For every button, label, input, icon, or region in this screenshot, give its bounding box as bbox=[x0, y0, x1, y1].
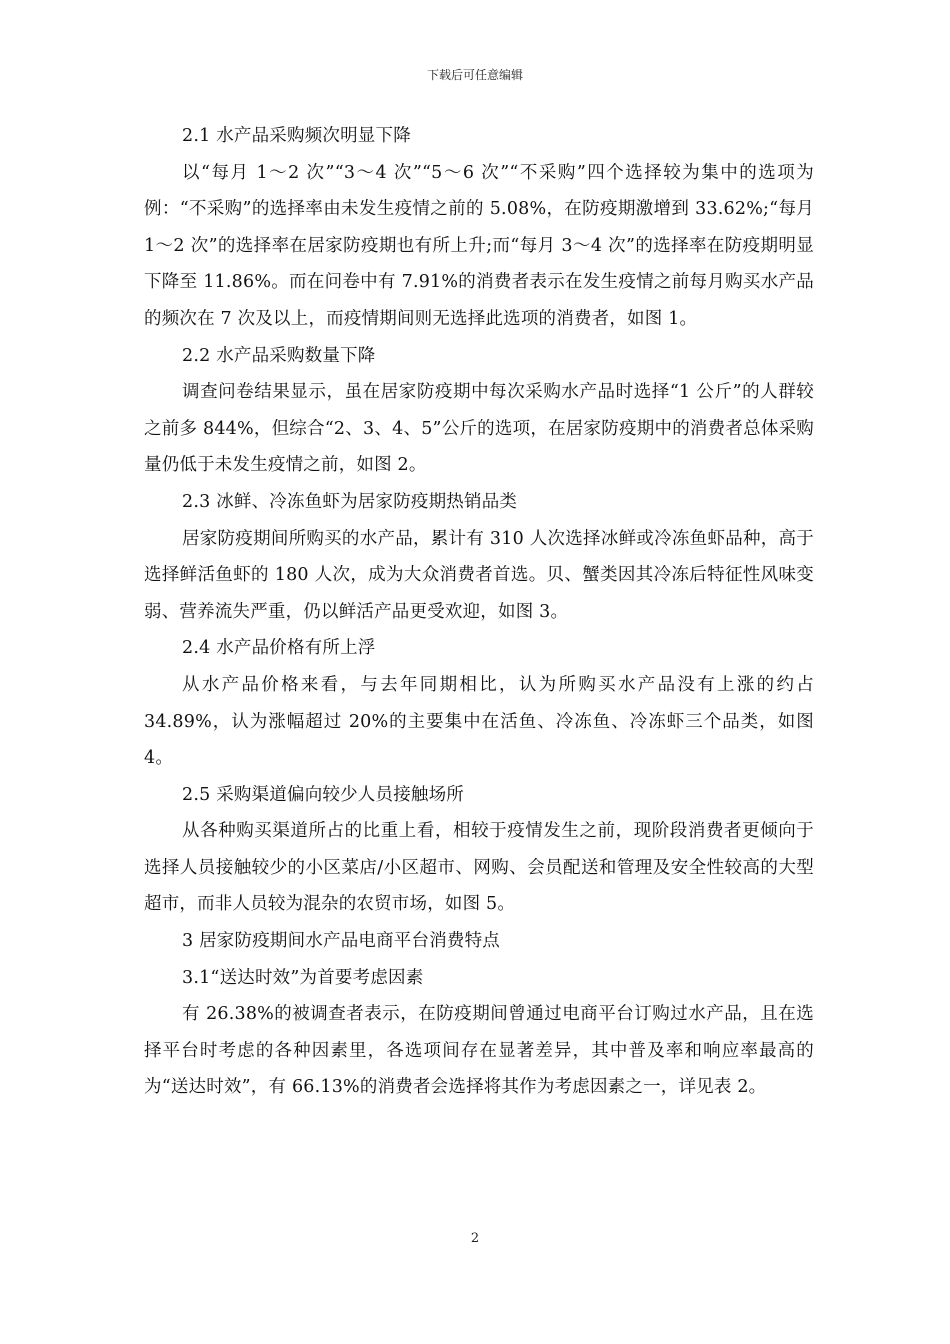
body-paragraph: 从水产品价格来看，与去年同期相比，认为所购买水产品没有上涨的约占 34.89%，认为涨幅超过 20%的主要集中在活鱼、冷冻鱼、冷冻虾三个品类，如图 4。 bbox=[144, 674, 814, 769]
section-heading: 2.1 水产品采购频次明显下降 bbox=[182, 126, 411, 146]
document-body bbox=[144, 118, 814, 1106]
body-paragraph: 居家防疫期间所购买的水产品，累计有 310 人次选择冰鲜或冷冻鱼虾品种，高于选择鲜活鱼虾的 180 人次，成为大众消费者首选。贝、蟹类因其冷冻后特征性风味变弱、营养流失严重，仍以鲜活产品更受欢迎，如图 3。 bbox=[144, 528, 814, 622]
body-paragraph: 从各种购买渠道所占的比重上看，相较于疫情发生之前，现阶段消费者更倾向于选择人员接触较少的小区菜店/小区超市、网购、会员配送和管理及安全性较高的大型超市，而非人员较为混杂的农贸市场，如图 5。 bbox=[144, 821, 814, 915]
section-heading: 2.3 冰鲜、冷冻鱼虾为居家防疫期热销品类 bbox=[182, 491, 518, 512]
body-paragraph: 有 26.38%的被调查者表示，在防疫期间曾通过电商平台订购过水产品，且在选择平台时考虑的各种因素里，各选项间存在显著差异，其中普及率和响应率最高的为“送达时效”，有 66.13%的消费者会选择将其作为考虑因素之一，详见表 2。 bbox=[144, 1004, 814, 1098]
section-heading: 3.1“送达时效”为首要考虑因素 bbox=[182, 967, 424, 988]
body-paragraph: 调查问卷结果显示，虽在居家防疫期中每次采购水产品时选择“1 公斤”的人群较之前多 844%，但综合“2、3、4、5”公斤的选项，在居家防疫期中的消费者总体采购量仍低于未发生疫情之前，如图 2。 bbox=[144, 382, 814, 476]
section-heading: 2.2 水产品采购数量下降 bbox=[182, 345, 376, 366]
page-number: 2 bbox=[470, 1231, 480, 1246]
page-header-note: 下载后可任意编辑 bbox=[426, 68, 523, 82]
body-paragraph: 以“每月 1～2 次”“3～4 次”“5～6 次”“不采购”四个选择较为集中的选项为例：“不采购”的选择率由未发生疫情之前的 5.08%，在防疫期激增到 33.62%;“每月 1～2 次”的选择率在居家防疫期也有所上升;而“每月 3～4 次”的选择率在防疫期明显下降至 11.86%。而在问卷中有 7.91%的消费者表示在发生疫情之前每月购买水产品的频次在 7 次及以上，而疫情期间则无选择此选项的消费者，如图 1。 bbox=[144, 162, 814, 329]
section-heading: 2.5 采购渠道偏向较少人员接触场所 bbox=[182, 784, 464, 805]
section-heading: 2.4 水产品价格有所上浮 bbox=[182, 638, 376, 659]
section-heading: 3 居家防疫期间水产品电商平台消费特点 bbox=[182, 931, 500, 952]
